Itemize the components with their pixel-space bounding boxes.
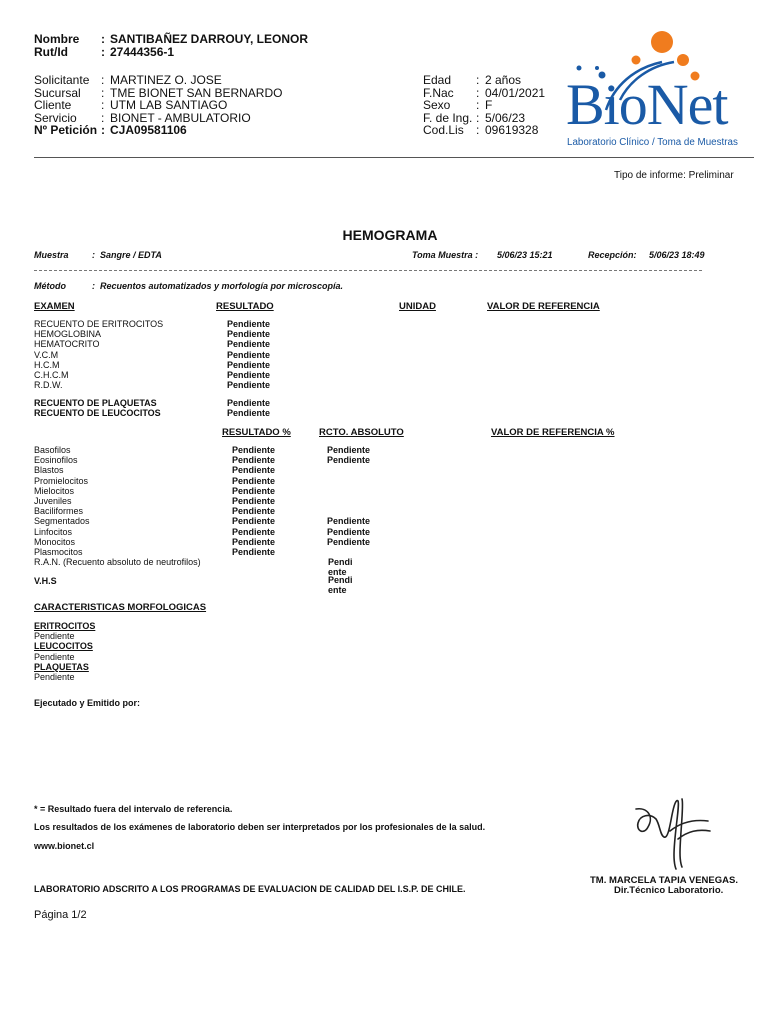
diff-pct-value: Pendiente xyxy=(232,485,276,496)
diff-name: Plasmocitos xyxy=(34,546,83,557)
info-colons: : : : : : xyxy=(476,73,480,138)
request-labels xyxy=(34,74,97,137)
exam-result: Pendiente xyxy=(227,359,271,370)
exam-result: Pendiente xyxy=(227,339,271,350)
diff-name: Eosinofilos xyxy=(34,455,78,466)
exam-name: RECUENTO DE ERITROCITOS xyxy=(34,319,164,329)
diff-pct-value: Pendiente xyxy=(232,516,276,527)
diff-name: Segmentados xyxy=(34,516,90,527)
page-number: Página 1/2 xyxy=(34,909,87,921)
plaquetas-label: PLAQUETAS xyxy=(34,661,89,672)
diff-abs-value xyxy=(327,465,370,475)
colon: : xyxy=(101,32,105,46)
exam-name: C.H.C.M xyxy=(34,369,69,380)
diff-abs-value: Pendiente xyxy=(327,455,371,466)
ran-value-part: Pendi xyxy=(328,557,353,567)
info-labels xyxy=(423,74,472,137)
diff-abs-value xyxy=(327,476,370,486)
diff-name: Mielocitos xyxy=(34,485,75,496)
diff-name: Linfocitos xyxy=(34,526,73,537)
diff-pct-value: Pendiente xyxy=(232,465,276,476)
exam-result: Pendiente xyxy=(227,380,271,391)
diff-name: Basofilos xyxy=(34,445,71,455)
diff-name: Juveniles xyxy=(34,495,72,506)
info-label: Cod.Lis xyxy=(423,123,464,138)
muestra-value: Sangre / EDTA xyxy=(100,250,162,260)
logo-dot-blue xyxy=(595,66,599,70)
morfologia-title: CARACTERISTICAS MORFOLOGICAS xyxy=(34,602,207,613)
logo-wordmark: BioNet xyxy=(566,72,728,137)
info-value: 2 años xyxy=(485,73,522,87)
diff-pct-value: Pendiente xyxy=(232,546,276,557)
info-value: F xyxy=(485,98,493,113)
exam-name: HEMATOCRITO xyxy=(34,339,100,350)
info-value: 5/06/23 xyxy=(485,110,526,125)
signer-role: Dir.Técnico Laboratorio. xyxy=(614,885,724,896)
col-header-resultado-pct: RESULTADO % xyxy=(222,427,291,438)
vhs-value-part: Pendi xyxy=(328,575,353,585)
diff-abs-value xyxy=(327,496,370,506)
ran-value-part: ente xyxy=(328,567,347,578)
muestra-label: Muestra xyxy=(34,250,69,260)
info-label: Edad xyxy=(423,73,452,87)
request-colons: : : : : : xyxy=(101,73,105,138)
diff-abs-value xyxy=(327,486,370,496)
signature-stroke xyxy=(636,799,710,869)
ejecutado-label: Ejecutado y Emitido por: xyxy=(34,698,141,708)
request-label: Servicio xyxy=(34,110,77,125)
exam-name: HEMOGLOBINA xyxy=(34,329,102,340)
diff-name: Baciliformes xyxy=(34,506,84,517)
leucocitos-value: Pendiente xyxy=(34,651,75,662)
diff-abs-value xyxy=(327,506,370,516)
colon: : xyxy=(101,45,105,59)
eritrocitos-value: Pendiente xyxy=(34,631,75,642)
logo-tagline: Laboratorio Clínico / Toma de Muestras xyxy=(567,137,738,148)
report-title: HEMOGRAMA xyxy=(342,227,438,243)
colon: : xyxy=(92,250,95,260)
patient-name-label: Nombre xyxy=(34,32,80,46)
header-divider xyxy=(34,157,754,158)
request-value: TME BIONET SAN BERNARDO xyxy=(110,85,283,100)
logo-dot-orange xyxy=(632,56,641,65)
logo-dot-blue xyxy=(577,66,582,71)
diff-name: Blastos xyxy=(34,465,64,476)
exam-name: RECUENTO DE LEUCOCITOS xyxy=(34,408,161,419)
eritrocitos-label: ERITROCITOS xyxy=(34,621,96,631)
patient-rut: 27444356-1 xyxy=(110,45,175,59)
signature-mark xyxy=(630,795,720,871)
note-asterisk: * = Resultado fuera del intervalo de referencia. xyxy=(34,804,233,814)
metodo-label: Método xyxy=(34,281,66,291)
request-label: Solicitante xyxy=(34,73,90,87)
info-values xyxy=(485,74,545,137)
vhs-value-part: ente xyxy=(328,585,347,596)
exam-results xyxy=(227,319,270,390)
toma-value: 5/06/23 15:21 xyxy=(497,250,553,260)
col-header-rcto-absoluto: RCTO. ABSOLUTO xyxy=(319,427,404,438)
muestra-divider xyxy=(34,270,702,271)
colon: : xyxy=(92,281,95,291)
diff-pct xyxy=(232,445,275,557)
diff-pct-value: Pendiente xyxy=(232,526,276,537)
exam-result: Pendiente xyxy=(227,398,271,408)
exam-names-bold xyxy=(34,398,161,418)
col-header-unidad: UNIDAD xyxy=(399,301,436,312)
morfologia-list xyxy=(34,621,95,682)
logo-dot-orange xyxy=(651,31,673,53)
info-label: F.Nac xyxy=(423,85,454,100)
signer-name: TM. MARCELA TAPIA VENEGAS. xyxy=(590,875,738,886)
logo-dot-orange xyxy=(677,54,689,66)
exam-result: Pendiente xyxy=(227,408,271,419)
diff-pct-value: Pendiente xyxy=(232,506,276,517)
diff-pct-value: Pendiente xyxy=(232,475,276,486)
bionet-logo xyxy=(562,28,758,154)
signature xyxy=(630,795,720,871)
exam-result: Pendiente xyxy=(227,329,271,340)
diff-abs-value: Pendiente xyxy=(327,536,371,547)
request-label: Cliente xyxy=(34,98,72,113)
vhs-value xyxy=(328,575,353,595)
request-value: UTM LAB SANTIAGO xyxy=(110,98,228,113)
metodo-value: Recuentos automatizados y morfología por microscopía. xyxy=(100,281,344,291)
exam-names xyxy=(34,319,163,390)
info-label: Sexo xyxy=(423,98,451,113)
diff-pct-value: Pendiente xyxy=(232,536,276,547)
report-type: Tipo de informe: Preliminar xyxy=(614,170,734,181)
exam-name: RECUENTO DE PLAQUETAS xyxy=(34,398,157,408)
diff-abs-value: Pendiente xyxy=(327,445,371,455)
diff-abs-value: Pendiente xyxy=(327,516,371,527)
toma-label: Toma Muestra : xyxy=(412,250,479,260)
exam-result: Pendiente xyxy=(227,319,271,329)
diff-names xyxy=(34,445,90,557)
note-adscrito: LABORATORIO ADSCRITO A LOS PROGRAMAS DE EVALUACION DE CALIDAD DEL I.S.P. DE CHILE. xyxy=(34,884,466,894)
ran-label: R.A.N. (Recuento absoluto de neutrofilos) xyxy=(34,557,201,567)
request-values xyxy=(110,74,282,137)
exam-name: V.C.M xyxy=(34,349,59,360)
note-interpret: Los resultados de los exámenes de laboratorio deben ser interpretados por los profesionales de la salud. xyxy=(34,822,486,832)
diff-name: Promielocitos xyxy=(34,475,89,486)
peticion-value: CJA09581106 xyxy=(110,123,187,138)
leucocitos-label: LEUCOCITOS xyxy=(34,641,93,652)
diff-abs-value: Pendiente xyxy=(327,526,371,537)
info-value: 09619328 xyxy=(485,123,539,138)
col-header-examen: EXAMEN xyxy=(34,301,75,312)
diff-name: Monocitos xyxy=(34,536,76,547)
request-value: MARTINEZ O. JOSE xyxy=(110,73,222,87)
exam-name: H.C.M xyxy=(34,359,60,370)
plaquetas-value: Pendiente xyxy=(34,671,75,682)
recepcion-value: 5/06/23 18:49 xyxy=(649,250,705,260)
exam-result: Pendiente xyxy=(227,349,271,360)
diff-pct-value: Pendiente xyxy=(232,455,276,466)
exam-result: Pendiente xyxy=(227,369,271,380)
request-label: Sucursal xyxy=(34,85,81,100)
note-web: www.bionet.cl xyxy=(34,841,95,851)
col-header-referencia-pct: VALOR DE REFERENCIA % xyxy=(491,427,615,438)
diff-pct-value: Pendiente xyxy=(232,495,276,506)
vhs-label: V.H.S xyxy=(34,576,57,586)
diff-abs-value xyxy=(327,547,370,557)
info-value: 04/01/2021 xyxy=(485,85,546,100)
exam-results-bold xyxy=(227,398,270,418)
diff-pct-value: Pendiente xyxy=(232,445,276,455)
info-label: F. de Ing. xyxy=(423,110,473,125)
exam-name: R.D.W. xyxy=(34,380,63,391)
request-value: BIONET - AMBULATORIO xyxy=(110,110,251,125)
patient-name: SANTIBAÑEZ DARROUY, LEONOR xyxy=(110,32,309,46)
patient-rut-label: Rut/Id xyxy=(34,45,68,59)
peticion-label: Nº Petición xyxy=(34,123,98,138)
recepcion-label: Recepción: xyxy=(588,250,637,260)
col-header-resultado: RESULTADO xyxy=(216,301,274,312)
diff-abs xyxy=(327,445,370,557)
col-header-referencia: VALOR DE REFERENCIA xyxy=(487,301,600,312)
